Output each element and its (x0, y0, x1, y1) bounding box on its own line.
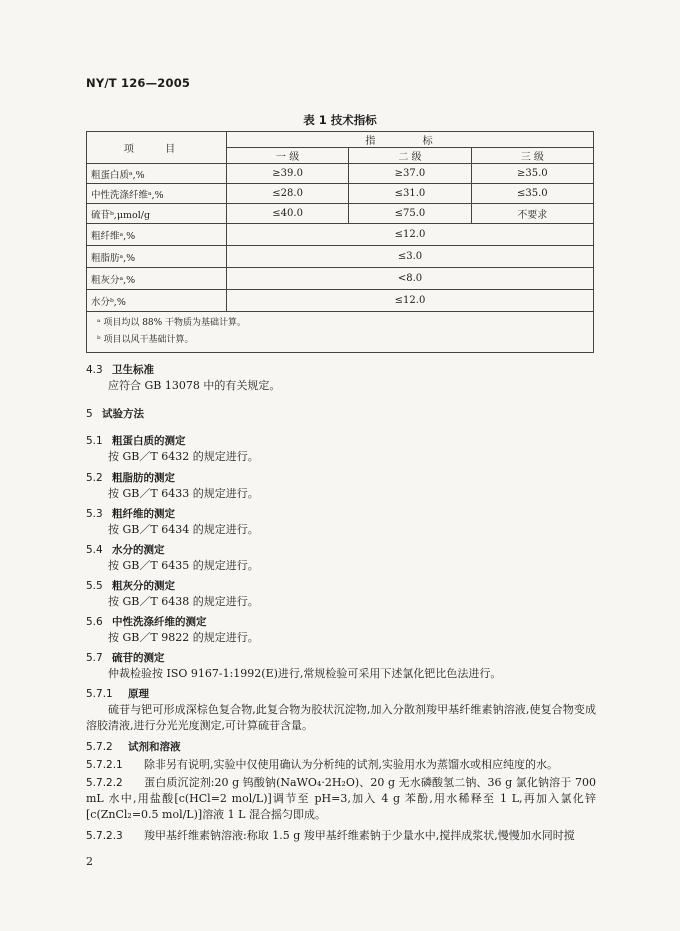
cell-value-merged: <8.0 (226, 268, 593, 290)
section-5-7-2-2 (86, 775, 596, 823)
section-number: 5.2 (86, 472, 103, 484)
row-label: 粗蛋白质ᵃ,% (87, 164, 227, 184)
section-number: 5.7.2 (86, 741, 113, 753)
section-number: 5.7.2.3 (86, 830, 123, 842)
table-row (87, 268, 594, 290)
section-title: 卫生标准 (112, 364, 154, 376)
section-title: 粗蛋白质的测定 (112, 435, 186, 447)
section-5-7-2 (86, 739, 596, 755)
section-title: 粗纤维的测定 (112, 508, 175, 520)
section-number: 4.3 (86, 364, 103, 376)
section-text: 按 GB／T 6434 的规定进行。 (108, 523, 259, 536)
section-title: 试验方法 (102, 408, 144, 420)
row-label: 粗纤维ᵃ,% (87, 224, 227, 246)
section-5-3 (86, 506, 596, 538)
section-5-5 (86, 578, 596, 610)
section-5 (86, 406, 596, 422)
header-grade-3: 三 级 (471, 148, 593, 164)
section-title: 粗脂肪的测定 (112, 472, 175, 484)
section-text: 按 GB／T 6433 的规定进行。 (108, 487, 259, 500)
section-text: 按 GB／T 6438 的规定进行。 (108, 595, 259, 608)
section-title: 硫苷的测定 (112, 652, 165, 664)
cell-value-merged: ≤3.0 (226, 246, 593, 268)
section-number: 5.7.2.2 (86, 777, 123, 789)
section-text: 仲裁检验按 ISO 9167-1:1992(E)进行,常规检验可采用下述氯化钯比色法进行。 (108, 667, 502, 680)
table-title: 表 1 技术指标 (303, 113, 377, 127)
table-row (87, 224, 594, 246)
section-5-4 (86, 542, 596, 574)
section-text: 按 GB／T 6432 的规定进行。 (108, 450, 259, 463)
table-notes-row (87, 312, 594, 353)
row-label: 粗灰分ᵃ,% (87, 268, 227, 290)
cell-value: ≤28.0 (226, 184, 348, 204)
section-number: 5 (86, 408, 93, 420)
cell-value: ≥35.0 (471, 164, 593, 184)
page-number: 2 (86, 855, 93, 868)
section-5-2 (86, 470, 596, 502)
table-note: ᵇ 项目以风干基础计算。 (97, 335, 194, 345)
table-row (87, 184, 594, 204)
section-number: 5.4 (86, 544, 103, 556)
section-number: 5.1 (86, 435, 103, 447)
section-title: 试剂和溶液 (128, 741, 181, 753)
standard-code: NY/T 126—2005 (86, 76, 191, 90)
section-text: 除非另有说明,实验中仅使用确认为分析纯的试剂,实验用水为蒸馏水或相应纯度的水。 (144, 758, 558, 771)
section-text: 羧甲基纤维素钠溶液:称取 1.5 g 羧甲基纤维素钠于少量水中,搅拌成浆状,慢慢加水同时搅 (144, 829, 575, 842)
section-number: 5.7 (86, 652, 103, 664)
table-notes (87, 312, 594, 353)
section-number: 5.3 (86, 508, 103, 520)
cell-value: ≤31.0 (349, 184, 471, 204)
header-grade-1: 一 级 (226, 148, 348, 164)
table-row (87, 164, 594, 184)
cell-value: ≤40.0 (226, 204, 348, 224)
section-text: 硫苷与钯可形成深棕色复合物,此复合物为胶状沉淀物,加入分散剂羧甲基纤维素钠溶液,使复合物变成溶胶清液,进行分光光度测定,可计算硫苷含量。 (86, 703, 596, 732)
cell-value: ≤35.0 (471, 184, 593, 204)
cell-value: 不要求 (471, 204, 593, 224)
section-title: 原理 (128, 688, 149, 700)
row-label: 水分ᵇ,% (87, 290, 227, 312)
row-label: 中性洗涤纤维ᵃ,% (87, 184, 227, 204)
section-text: 应符合 GB 13078 中的有关规定。 (108, 379, 281, 392)
section-title: 粗灰分的测定 (112, 580, 175, 592)
table-row (87, 290, 594, 312)
table-header-row (87, 132, 594, 148)
section-5-6 (86, 614, 596, 646)
section-5-7-2-1 (86, 757, 596, 773)
header-item: 项 目 (87, 132, 227, 164)
cell-value: ≥39.0 (226, 164, 348, 184)
cell-value: ≥37.0 (349, 164, 471, 184)
row-label: 硫苷ᵇ,μmol/g (87, 204, 227, 224)
row-label: 粗脂肪ᵃ,% (87, 246, 227, 268)
section-text: 按 GB／T 6435 的规定进行。 (108, 559, 259, 572)
section-title: 中性洗涤纤维的测定 (112, 616, 207, 628)
table-row (87, 246, 594, 268)
table-note: ᵃ 项目均以 88% 干物质为基础计算。 (97, 318, 247, 328)
header-grade-2: 二 级 (349, 148, 471, 164)
header-spec: 指 标 (226, 132, 593, 148)
section-number: 5.7.1 (86, 688, 113, 700)
section-text: 按 GB／T 9822 的规定进行。 (108, 631, 259, 644)
technical-indicators-table (86, 131, 594, 353)
cell-value: ≤75.0 (349, 204, 471, 224)
section-4-3 (86, 362, 596, 394)
cell-value-merged: ≤12.0 (226, 290, 593, 312)
section-5-7-1 (86, 686, 596, 734)
section-number: 5.5 (86, 580, 103, 592)
section-5-7-2-3 (86, 828, 596, 844)
table-row (87, 204, 594, 224)
section-title: 水分的测定 (112, 544, 165, 556)
section-5-7 (86, 650, 596, 682)
section-text: 蛋白质沉淀剂:20 g 钨酸钠(NaWO₄·2H₂O)、20 g 无水磷酸氢二钠、36 g 氯化钠溶于 700 mL 水中,用盐酸[c(HCl=2 mol/L)]调节至 pH=3,加入 4 g 苯酚,用水稀释至 1 L,再加入氯化锌[c(ZnCl₂=0.5 mol/L)]溶液 1 L 混合摇匀即成。 (86, 776, 596, 821)
section-number: 5.6 (86, 616, 103, 628)
section-5-1 (86, 433, 596, 465)
cell-value-merged: ≤12.0 (226, 224, 593, 246)
section-number: 5.7.2.1 (86, 759, 123, 771)
